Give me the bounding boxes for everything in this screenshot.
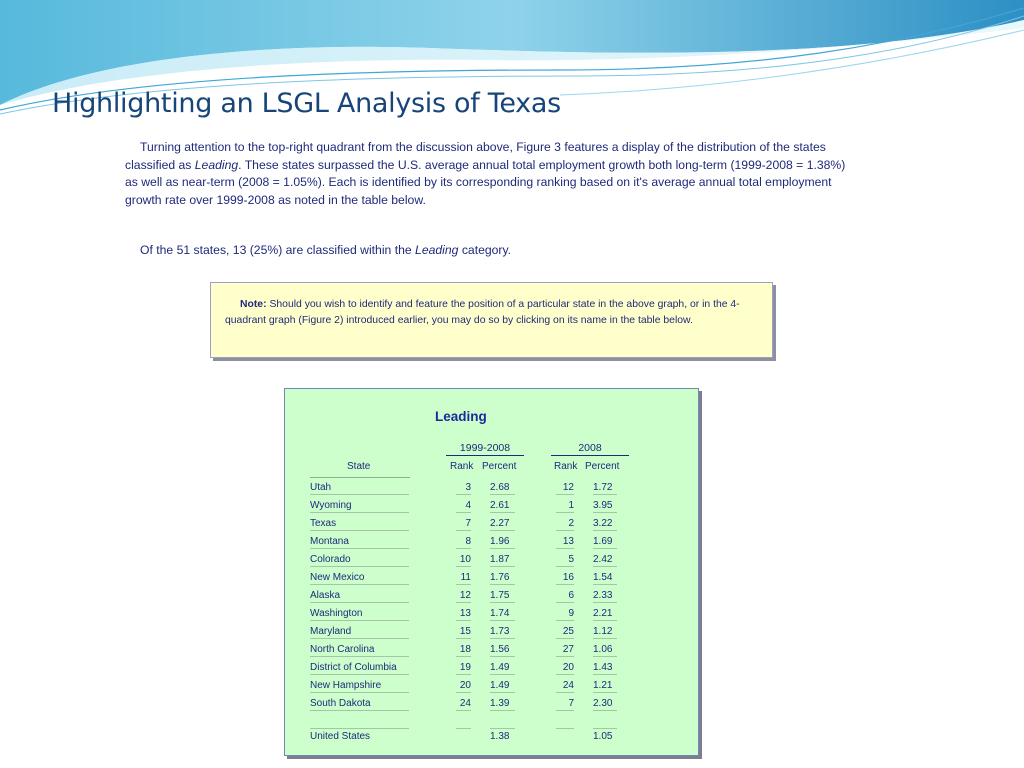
rank-1999: 15 [456, 625, 471, 639]
state-link[interactable]: Texas [310, 517, 409, 531]
rank-1999: 20 [456, 679, 471, 693]
state-link[interactable]: Maryland [310, 625, 409, 639]
state-link[interactable]: New Hampshire [310, 679, 409, 693]
percent-2008: 2.21 [593, 607, 617, 621]
table-row[interactable] [285, 535, 698, 553]
note-box [210, 282, 773, 358]
percent-2008: 1.21 [593, 679, 617, 693]
table-total-row [285, 730, 698, 748]
rank-1999: 3 [456, 481, 471, 495]
percent-1999: 2.68 [490, 481, 515, 495]
state-link[interactable]: New Mexico [310, 571, 409, 585]
rank-2008: 24 [556, 679, 574, 693]
percent-2008: 2.30 [593, 697, 617, 711]
percent-1999: 1.87 [490, 553, 515, 567]
slide-title: Highlighting an LSGL Analysis of Texas [52, 88, 561, 119]
summary-paragraph: Of the 51 states, 13 (25%) are classified within the Leading category. [140, 243, 512, 257]
rank-1999: 18 [456, 643, 471, 657]
rank-2008: 7 [556, 697, 574, 711]
column-header-state: State [347, 461, 371, 472]
column-header-rank-2008: Rank [554, 461, 578, 472]
table-row[interactable] [285, 589, 698, 607]
percent-1999: 1.74 [490, 607, 515, 621]
table-row[interactable] [285, 571, 698, 589]
rank-2008: 16 [556, 571, 574, 585]
embedded-report [119, 133, 856, 768]
total-percent-2008: 1.05 [593, 731, 613, 742]
total-percent-1999: 1.38 [490, 731, 510, 742]
intro-paragraph: Turning attention to the top-right quadrant from the discussion above, Figure 3 features a display of the distribution of the states classified as Leading. These states surpassed the U.S. average annual total employment growth both long-term (1999-2008 = 1.38%) as well as near-term (2008 = 1.05%). Each is identified by its corresponding ranking based on it's average annual total employment growth rate over 1999-2008 as noted in the table below. [125, 140, 846, 207]
rank-2008: 9 [556, 607, 574, 621]
percent-2008: 1.54 [593, 571, 617, 585]
note-label: Note: [240, 299, 267, 310]
percent-1999: 1.49 [490, 661, 515, 675]
column-header-rank-1999: Rank [450, 461, 474, 472]
note-paragraph [211, 283, 772, 329]
table-row[interactable] [285, 643, 698, 661]
blank-cell [310, 715, 409, 729]
percent-2008: 3.95 [593, 499, 617, 513]
state-link[interactable]: Colorado [310, 553, 409, 567]
table-row[interactable] [285, 625, 698, 643]
percent-2008: 1.69 [593, 535, 617, 549]
table-row[interactable] [285, 697, 698, 715]
percent-2008: 1.12 [593, 625, 617, 639]
percent-2008: 1.72 [593, 481, 617, 495]
state-link[interactable]: North Carolina [310, 643, 409, 657]
rank-1999: 8 [456, 535, 471, 549]
rank-2008: 12 [556, 481, 574, 495]
rank-2008: 25 [556, 625, 574, 639]
table-row[interactable] [285, 607, 698, 625]
rank-1999: 12 [456, 589, 471, 603]
note-text: Should you wish to identify and feature the position of a particular state in the above graph, or in the 4-quadrant graph (Figure 2) introduced earlier, you may do so by clicking on its name in the table below. [225, 299, 740, 326]
state-link[interactable]: Montana [310, 535, 409, 549]
state-link[interactable]: South Dakota [310, 697, 409, 711]
percent-2008: 3.22 [593, 517, 617, 531]
leading-states-table [284, 388, 699, 756]
state-link[interactable]: District of Columbia [310, 661, 409, 675]
total-label: United States [310, 731, 371, 742]
table-title: Leading [435, 409, 487, 424]
column-header-percent-1999: Percent [482, 461, 517, 472]
percent-1999: 1.39 [490, 697, 515, 711]
percent-1999: 1.96 [490, 535, 515, 549]
percent-2008: 1.43 [593, 661, 617, 675]
rank-1999: 24 [456, 697, 471, 711]
state-link[interactable]: Utah [310, 481, 409, 495]
state-link[interactable]: Washington [310, 607, 409, 621]
table-row[interactable] [285, 679, 698, 697]
rank-1999: 7 [456, 517, 471, 531]
table-row[interactable] [285, 553, 698, 571]
column-header-percent-2008: Percent [585, 461, 620, 472]
rank-2008: 13 [556, 535, 574, 549]
rank-2008: 27 [556, 643, 574, 657]
percent-2008: 1.06 [593, 643, 617, 657]
rank-2008: 5 [556, 553, 574, 567]
blank-cell [456, 715, 471, 729]
group-header-2008: 2008 [551, 442, 629, 456]
rank-2008: 6 [556, 589, 574, 603]
percent-1999: 1.76 [490, 571, 515, 585]
header-divider [310, 477, 410, 478]
rank-1999: 19 [456, 661, 471, 675]
blank-cell [556, 715, 574, 729]
blank-cell [490, 715, 515, 729]
state-link[interactable]: Alaska [310, 589, 409, 603]
percent-1999: 1.56 [490, 643, 515, 657]
rank-1999: 10 [456, 553, 471, 567]
table-row[interactable] [285, 517, 698, 535]
table-row[interactable] [285, 481, 698, 499]
table-row[interactable] [285, 499, 698, 517]
percent-1999: 2.27 [490, 517, 515, 531]
blank-cell [593, 715, 617, 729]
rank-2008: 20 [556, 661, 574, 675]
percent-2008: 2.42 [593, 553, 617, 567]
state-link[interactable]: Wyoming [310, 499, 409, 513]
rank-1999: 11 [456, 571, 471, 585]
percent-1999: 1.49 [490, 679, 515, 693]
percent-1999: 1.75 [490, 589, 515, 603]
rank-2008: 2 [556, 517, 574, 531]
percent-1999: 2.61 [490, 499, 515, 513]
table-row[interactable] [285, 661, 698, 679]
percent-2008: 2.33 [593, 589, 617, 603]
rank-1999: 13 [456, 607, 471, 621]
group-header-1999-2008: 1999-2008 [446, 442, 524, 456]
rank-2008: 1 [556, 499, 574, 513]
rank-1999: 4 [456, 499, 471, 513]
percent-1999: 1.73 [490, 625, 515, 639]
